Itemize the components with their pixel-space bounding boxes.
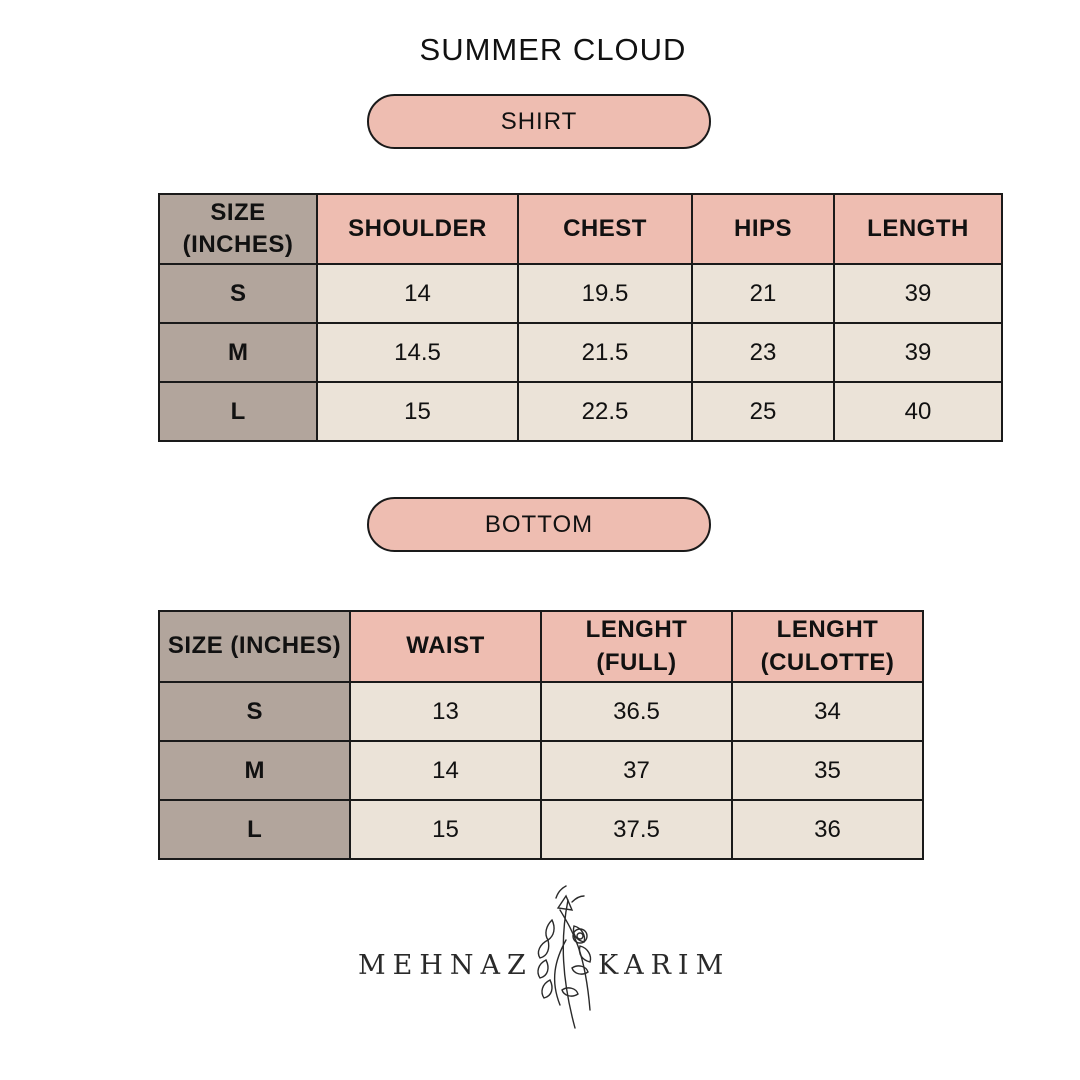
- size-label: S: [159, 682, 350, 741]
- table-cell: 21: [692, 264, 834, 323]
- brand-last-name: KARIM: [598, 950, 731, 981]
- size-inches-header: SIZE (INCHES): [159, 194, 317, 264]
- bottom-section-label: BOTTOM: [367, 497, 711, 552]
- table-cell: 14: [350, 741, 541, 800]
- table-cell: 15: [350, 800, 541, 859]
- table-cell: 36: [732, 800, 923, 859]
- page-title: SUMMER CLOUD: [419, 32, 687, 67]
- table-cell: 39: [834, 323, 1002, 382]
- hips-header: HIPS: [692, 194, 834, 264]
- size-label: S: [159, 264, 317, 323]
- bottom-size-table: [158, 610, 924, 860]
- size-label: L: [159, 382, 317, 441]
- size-label: L: [159, 800, 350, 859]
- length-full-header: LENGHT (FULL): [541, 611, 732, 682]
- table-row: [159, 800, 923, 859]
- table-cell: 19.5: [518, 264, 692, 323]
- table-cell: 14.5: [317, 323, 518, 382]
- table-cell: 25: [692, 382, 834, 441]
- size-label: M: [159, 323, 317, 382]
- table-row: [159, 682, 923, 741]
- table-cell: 34: [732, 682, 923, 741]
- table-header-row: [159, 194, 1002, 264]
- shirt-section-label: SHIRT: [367, 94, 711, 149]
- brand-first-name: MEHNAZ: [358, 950, 533, 981]
- table-row: [159, 741, 923, 800]
- table-cell: 37: [541, 741, 732, 800]
- waist-header: WAIST: [350, 611, 541, 682]
- table-cell: 35: [732, 741, 923, 800]
- shoulder-header: SHOULDER: [317, 194, 518, 264]
- table-cell: 37.5: [541, 800, 732, 859]
- table-row: [159, 382, 1002, 441]
- table-cell: 21.5: [518, 323, 692, 382]
- table-header-row: [159, 611, 923, 682]
- table-cell: 15: [317, 382, 518, 441]
- chest-header: CHEST: [518, 194, 692, 264]
- table-cell: 39: [834, 264, 1002, 323]
- length-header: LENGTH: [834, 194, 1002, 264]
- table-cell: 40: [834, 382, 1002, 441]
- table-cell: 13: [350, 682, 541, 741]
- table-row: [159, 323, 1002, 382]
- floral-sprig-icon: [0, 880, 1080, 1040]
- table-cell: 23: [692, 323, 834, 382]
- size-label: M: [159, 741, 350, 800]
- length-culotte-header: LENGHT (CULOTTE): [732, 611, 923, 682]
- table-cell: 36.5: [541, 682, 732, 741]
- table-row: [159, 264, 1002, 323]
- shirt-size-table: [158, 193, 1003, 442]
- size-inches-header: SIZE (INCHES): [159, 611, 350, 682]
- table-cell: 22.5: [518, 382, 692, 441]
- table-cell: 14: [317, 264, 518, 323]
